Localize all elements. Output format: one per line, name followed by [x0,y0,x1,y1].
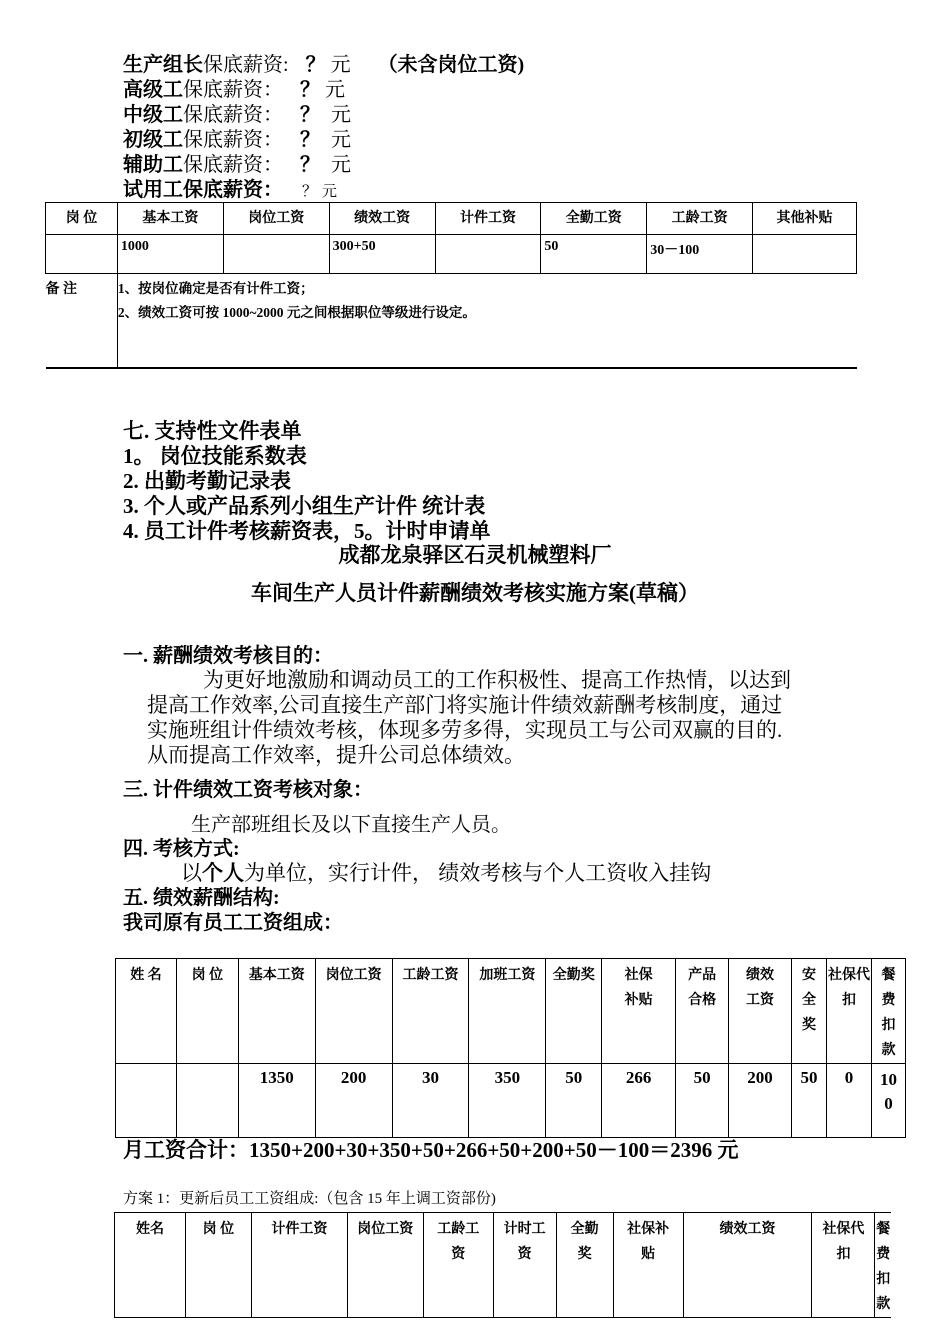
table-header-cell: 岗 位 [46,203,118,235]
level-question: ？ [300,154,320,176]
table-header-cell: 绩效工资 [729,959,792,1064]
table-header-cell: 加班工资 [469,959,546,1064]
level-question: ？ [300,104,320,126]
section4-title: 四. 考核方式: [123,838,240,860]
table-cell [176,1064,238,1138]
table-cell [46,235,118,274]
table-cell [223,235,329,274]
table-header-cell: 安全奖 [792,959,827,1064]
table-header-cell: 姓名 [115,1213,186,1318]
table-header-cell: 计时工资 [493,1213,556,1318]
table-row [46,235,857,274]
table-header-cell: 餐费扣款 [871,959,905,1064]
section1-title: 一. 薪酬绩效考核目的： [123,645,333,667]
table-header-cell: 社保代扣 [827,959,872,1064]
level-line-junior [123,128,351,152]
level-unit: 元 [325,79,345,101]
table-header-cell: 全勤奖 [546,959,602,1064]
level-line-assistant [123,153,351,177]
table-header-cell: 计件工资 [251,1213,347,1318]
level-unit: 元 [322,184,338,200]
table-cell: 50 [546,1064,602,1138]
section5-subtitle: 我司原有员工工资组成： [123,912,343,934]
table-header-cell: 岗 位 [185,1213,251,1318]
table-header-row [116,959,906,1064]
section7-item: 1。 岗位技能系数表 [123,444,307,468]
table-cell [116,1064,177,1138]
table-cell: 1000 [117,235,223,274]
table-cell: 50 [676,1064,729,1138]
table-header-cell: 岗 位 [176,959,238,1064]
table-header-cell: 其他补贴 [753,203,857,235]
table-header-cell: 基本工资 [117,203,223,235]
table-header-cell: 工龄工资 [423,1213,493,1318]
table-header-cell: 社保代扣 [812,1213,875,1318]
table-cell: 100 [871,1064,905,1138]
section5-title: 五. 绩效薪酬结构: [123,887,280,909]
level-question: ？ [300,79,320,101]
remark-content [117,274,856,368]
remark-line: 1、按岗位确定是否有计件工资； [117,281,314,296]
table-remark-row [46,274,857,368]
level-question: ？ [302,184,318,200]
table-row [116,1064,906,1138]
section7-item: 4. 员工计件考核薪资表，5。计时申请单 [123,519,491,543]
section3-body: 生产部班组长及以下直接生产人员。 [191,814,511,836]
table-header-cell: 姓 名 [116,959,177,1064]
table-header-cell: 社保补贴 [602,959,676,1064]
table-header-cell: 计件工资 [435,203,541,235]
level-line-middle [123,103,351,127]
table-cell: 200 [315,1064,392,1138]
level-line-trial [123,178,337,204]
table-header-cell: 社保补贴 [613,1213,683,1318]
table-cell: 0 [827,1064,872,1138]
plan1-caption: 方案 1：更新后员工工资组成:（包含 15 年上调工资部份) [123,1191,496,1207]
document-title: 车间生产人员计件薪酬绩效考核实施方案(草稿） [251,581,699,605]
table-header-cell: 绩效工资 [683,1213,812,1318]
table-cell: 266 [602,1064,676,1138]
level-question: ？ [300,129,320,151]
table-header-cell: 全勤奖 [556,1213,613,1318]
table-header-cell: 工龄工资 [647,203,753,235]
section1-line: 为更好地激励和调动员工的工作积极性、提高工作热情，以达到 [203,668,791,692]
level-question: ？ [305,54,326,76]
level-unit: 元 [331,154,351,176]
table-cell: 30－100 [647,235,753,274]
level-title: 中级工 [123,104,183,126]
table-header-cell: 工龄工资 [392,959,469,1064]
remark-line: 2、绩效工资可按 1000~2000 元之间根据职位等级进行设定。 [117,305,476,320]
section4-body [181,861,711,886]
table-cell [753,235,857,274]
section7-title: 七. 支持性文件表单 [123,419,302,443]
level-label: 保底薪资： [183,154,283,176]
section1-line: 提高工作效率,公司直接生产部门将实施计件绩效薪酬考核制度，通过 [147,693,783,717]
level-line-team-leader [123,53,524,77]
table-header-cell: 餐费扣款 [875,1213,891,1318]
table-header-cell: 全勤工资 [541,203,647,235]
table-header-cell: 岗位工资 [223,203,329,235]
table-header-cell: 岗位工资 [315,959,392,1064]
level-label: 保底薪资： [183,104,283,126]
table-header-cell: 绩效工资 [329,203,435,235]
level-label: 保底薪资： [183,129,283,151]
level-label: 保底薪资: [203,54,289,76]
table-cell: 50 [541,235,647,274]
section7-item: 2. 出勤考勤记录表 [123,469,291,493]
table-cell: 350 [469,1064,546,1138]
level-label: 保底薪资： [183,79,283,101]
monthly-total: 月工资合计：1350+200+30+350+50+266+50+200+50－100＝2396 元 [123,1138,739,1162]
table-header-cell: 岗位工资 [347,1213,423,1318]
table-cell: 1350 [238,1064,315,1138]
table-cell: 300+50 [329,235,435,274]
section4-body-pre: 以 [181,861,202,885]
section7-item: 3. 个人或产品系列小组生产计件 统计表 [123,494,486,518]
level-unit: 元 [331,129,351,151]
section4-body-bold: 个人 [202,861,244,885]
table-cell: 200 [729,1064,792,1138]
level-title: 初级工 [123,129,183,151]
level-line-senior [123,78,345,102]
table-cell: 30 [392,1064,469,1138]
level-title: 生产组长 [123,54,203,76]
position-salary-table [45,202,857,369]
remark-label: 备 注 [46,274,118,368]
table-header-cell: 基本工资 [238,959,315,1064]
level-title: 辅助工 [123,154,183,176]
level-unit: 元 [330,54,351,76]
level-title: 高级工 [123,79,183,101]
level-unit: 元 [331,104,351,126]
table-header-row [46,203,857,235]
level-title: 试用工保底薪资： [123,179,283,201]
section1-line: 从而提高工作效率，提升公司总体绩效。 [147,743,525,767]
original-wage-table [115,958,906,1138]
level-note: （未含岗位工资) [377,54,525,76]
section1-line: 实施班组计件绩效考核，体现多劳多得，实现员工与公司双赢的目的. [147,718,783,742]
section4-body-post: 为单位，实行计件， 绩效考核与个人工资收入挂钩 [244,861,712,885]
section3-title: 三. 计件绩效工资考核对象： [123,779,373,801]
table-header-cell: 产品合格 [676,959,729,1064]
table-cell: 50 [792,1064,827,1138]
plan1-wage-table [114,1212,891,1318]
table-cell [435,235,541,274]
table-header-row [115,1213,892,1318]
company-name: 成都龙泉驿区石灵机械塑料厂 [338,543,612,567]
